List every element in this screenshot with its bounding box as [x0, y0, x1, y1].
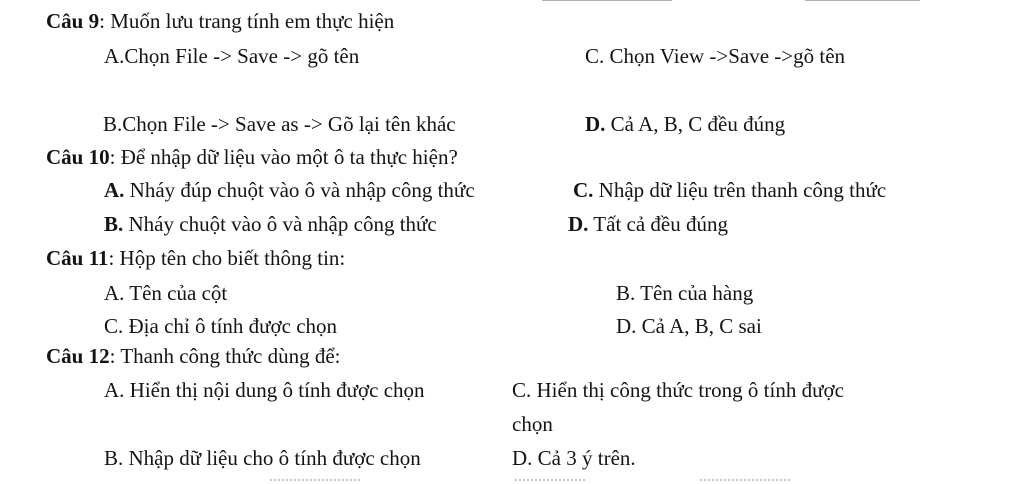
question-number: Câu 9 — [46, 9, 100, 33]
option-letter: B. — [104, 212, 124, 236]
question-text: : Thanh công thức dùng để: — [109, 344, 341, 368]
question-text: : Để nhập dữ liệu vào một ô ta thực hiện? — [109, 145, 458, 169]
q12-option-d: D. Cả 3 ý trên. — [512, 446, 636, 470]
cropped-line-bottom — [700, 479, 790, 484]
question-number: Câu 12 — [46, 344, 110, 368]
question-9 — [46, 9, 394, 33]
q11-option-a: A. Tên của cột — [104, 281, 228, 305]
option-letter: D. — [585, 112, 606, 136]
cropped-line-top — [542, 0, 672, 1]
q11-option-b: B. Tên của hàng — [616, 281, 754, 305]
option-text: Nhập dữ liệu trên thanh công thức — [593, 178, 887, 202]
cropped-line-bottom — [515, 479, 585, 484]
q10-option-b — [104, 212, 437, 236]
question-text: : Hộp tên cho biết thông tin: — [108, 246, 346, 270]
q10-option-d — [568, 212, 728, 236]
q10-option-c — [573, 178, 886, 202]
q10-option-a — [104, 178, 475, 202]
option-letter: D. — [568, 212, 589, 236]
question-text: : Muốn lưu trang tính em thực hiện — [99, 9, 395, 33]
option-text: Tất cả đều đúng — [588, 212, 728, 236]
option-text: Nháy đúp chuột vào ô và nhập công thức — [124, 178, 475, 202]
q12-option-c: C. Hiển thị công thức trong ô tính được — [512, 378, 844, 402]
option-letter: A. — [104, 178, 125, 202]
q9-option-b: B.Chọn File -> Save as -> Gõ lại tên khác — [103, 112, 456, 136]
q9-option-d — [585, 112, 785, 136]
option-text: Nháy chuột vào ô và nhập công thức — [123, 212, 437, 236]
question-10 — [46, 145, 458, 169]
question-number: Câu 11 — [46, 246, 109, 270]
q11-option-c: C. Địa chỉ ô tính được chọn — [104, 314, 338, 338]
q9-option-c: C. Chọn View ->Save ->gõ tên — [585, 44, 846, 68]
q12-option-c-continued: chọn — [512, 412, 553, 436]
question-number: Câu 10 — [46, 145, 110, 169]
question-11 — [46, 246, 345, 270]
cropped-line-top — [805, 0, 920, 1]
q12-option-a: A. Hiển thị nội dung ô tính được chọn — [104, 378, 425, 402]
q9-option-a: A.Chọn File -> Save -> gõ tên — [104, 44, 360, 68]
option-letter: C. — [573, 178, 594, 202]
option-text: Cả A, B, C đều đúng — [605, 112, 786, 136]
cropped-line-bottom — [270, 479, 360, 484]
q11-option-d: D. Cả A, B, C sai — [616, 314, 762, 338]
q12-option-b: B. Nhập dữ liệu cho ô tính được chọn — [104, 446, 421, 470]
question-12 — [46, 344, 340, 368]
